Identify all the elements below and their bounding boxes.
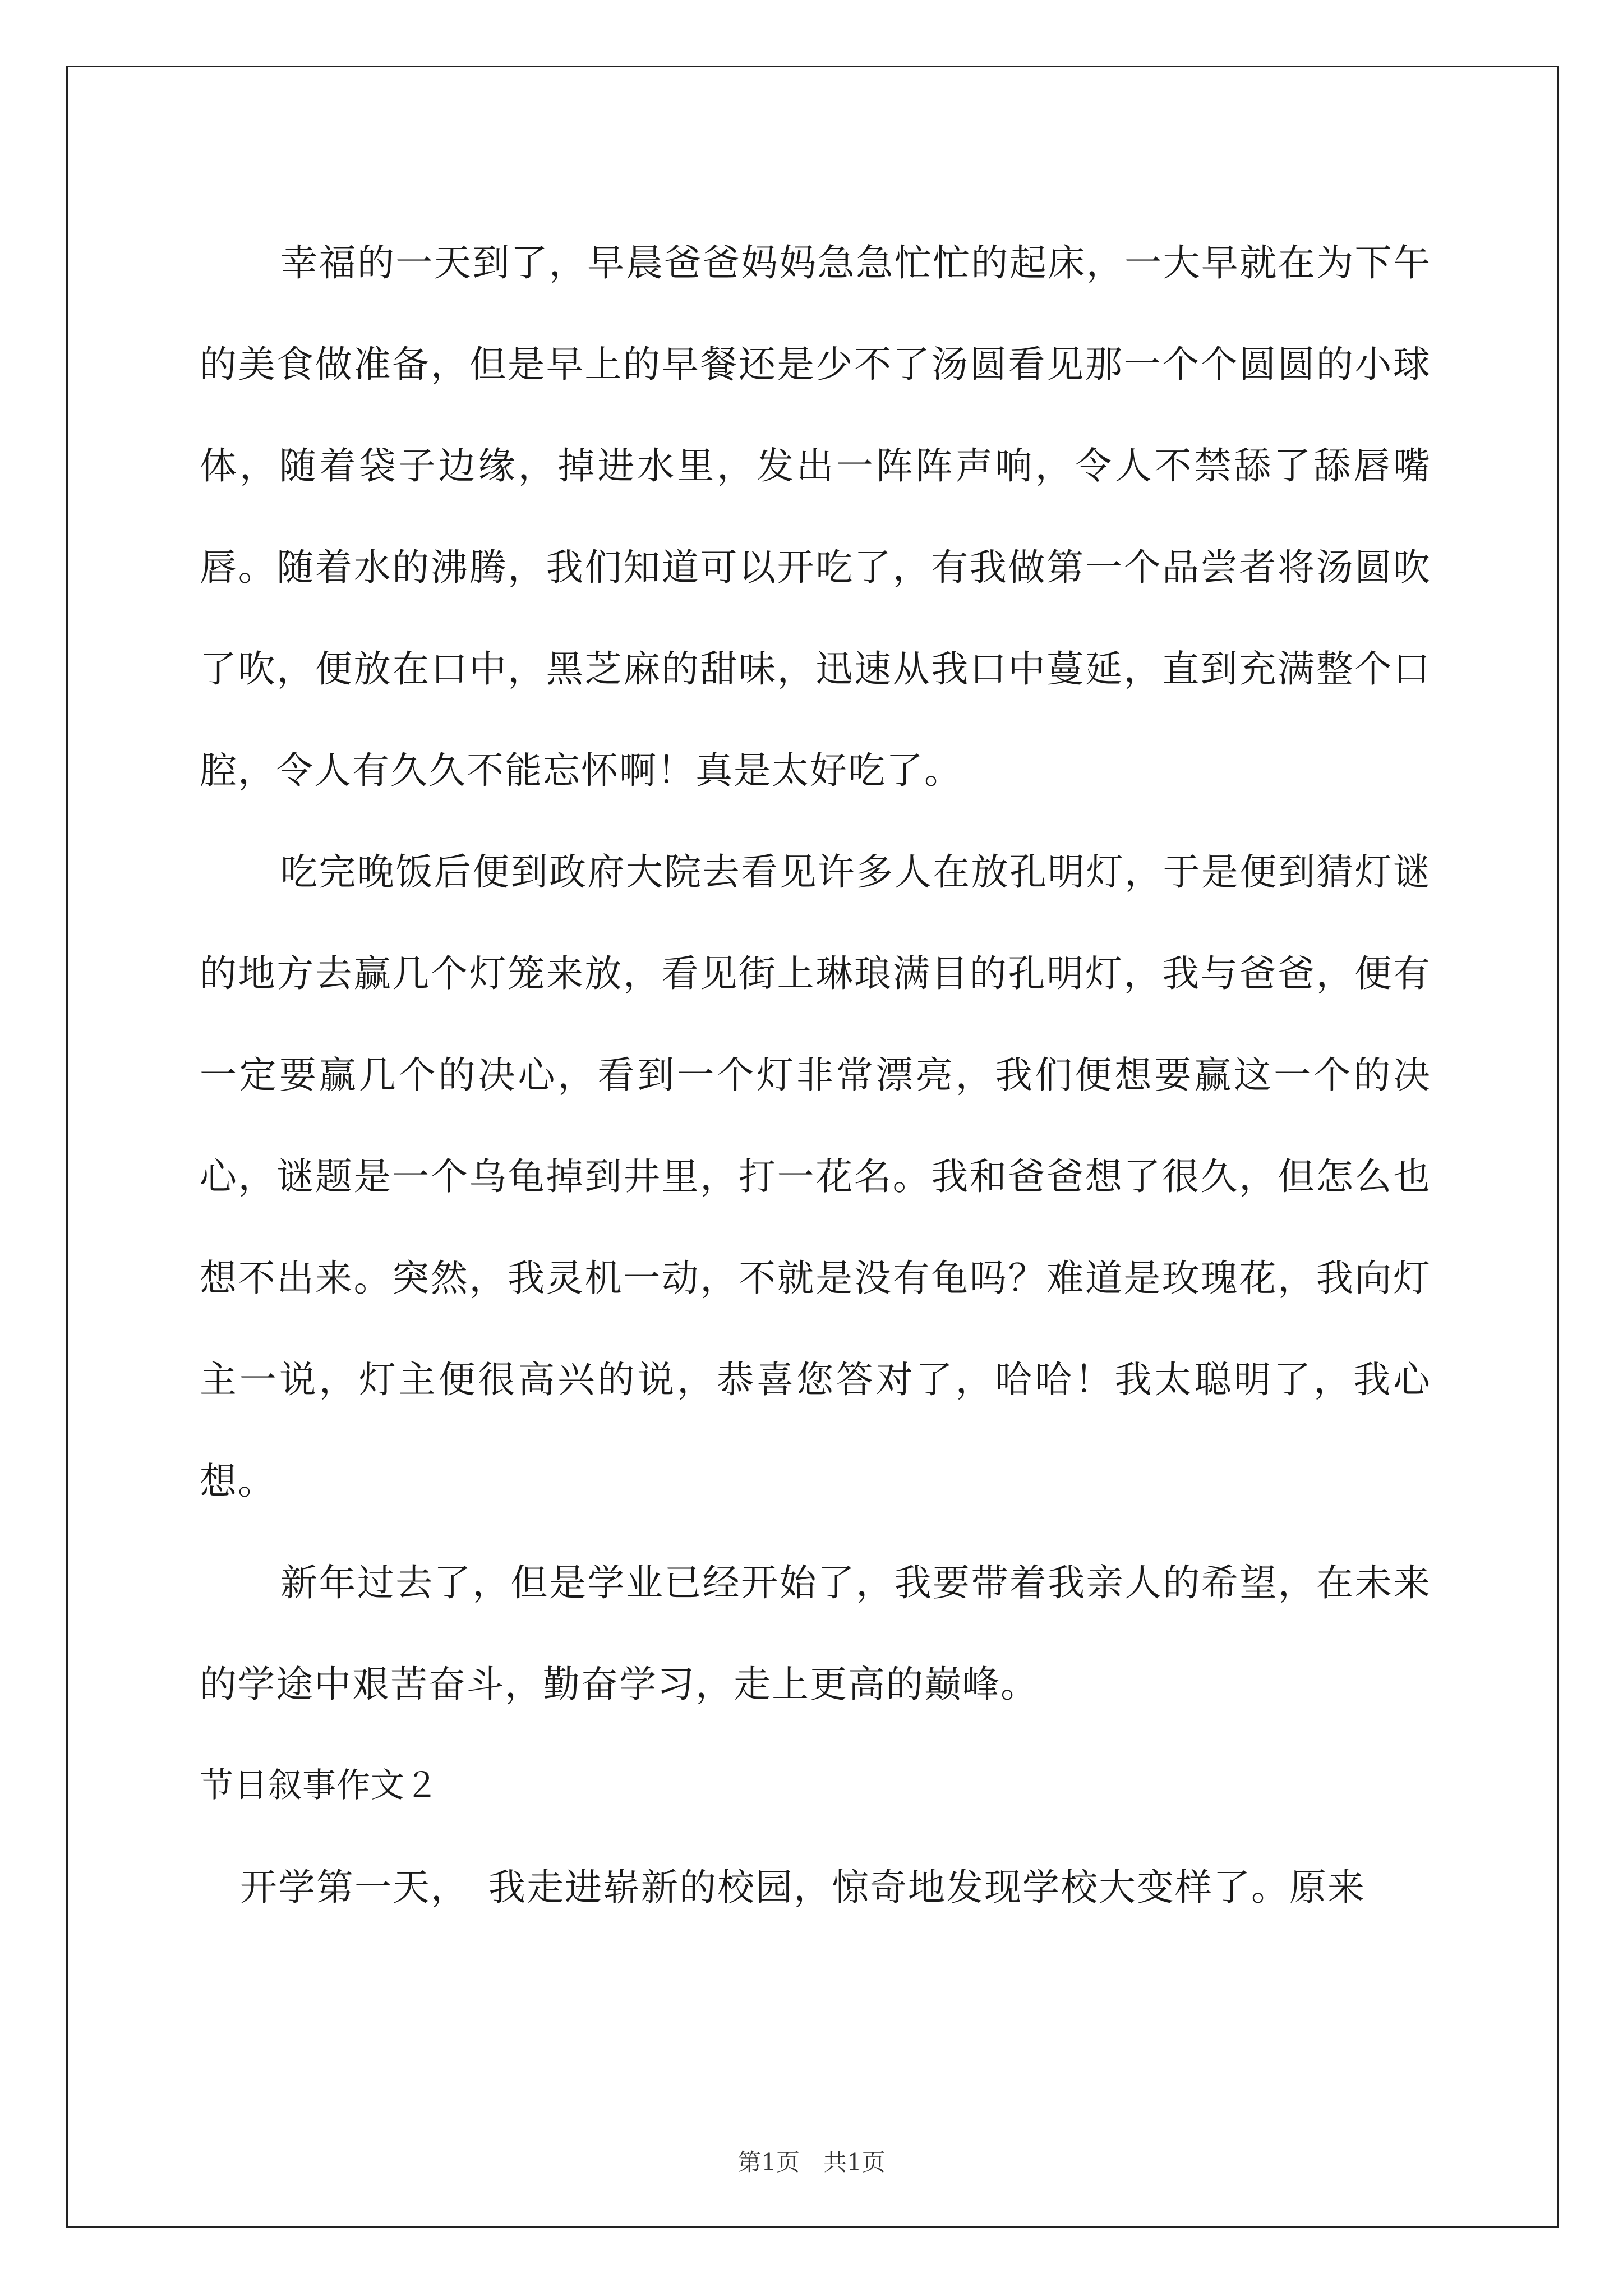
document-body [200, 212, 1431, 1938]
page-footer: 第1页 共1页 [737, 2148, 886, 2176]
paragraph-2: 吃完晚饭后便到政府大院去看见许多人在放孔明灯，于是便到猜灯谜的地方去赢几个灯笼来放，看见街上琳琅满目的孔明灯，我与爸爸，便有一定要赢几个的决心，看到一个灯非常漂亮，我们便想要赢这一个的决心，谜题是一个乌龟掉到井里，打一花名。我和爸爸想了很久，但怎么也想不出来。突然，我灵机一动，不就是没有龟吗？难道是玫瑰花，我向灯主一说，灯主便很高兴的说，恭喜您答对了，哈哈！我太聪明了，我心想。 [200, 850, 1431, 1503]
section-heading: 节日叙事作文２ [200, 1766, 439, 1805]
paragraph-4: 开学第一天， 我走进崭新的校园，惊奇地发现学校大变样了。原来 [240, 1866, 1366, 1909]
paragraph-1: 幸福的一天到了，早晨爸爸妈妈急急忙忙的起床，一大早就在为下午的美食做准备，但是早上的早餐还是少不了汤圆看见那一个个圆圆的小球体，随着袋子边缘，掉进水里，发出一阵阵声响，令人不禁舔了舔唇嘴唇。随着水的沸腾，我们知道可以开吃了，有我做第一个品尝者将汤圆吹了吹，便放在口中，黑芝麻的甜味，迅速从我口中蔓延，直到充满整个口腔，令人有久久不能忘怀啊！真是太好吃了。 [200, 241, 1431, 792]
paragraph-3: 新年过去了，但是学业已经开始了，我要带着我亲人的希望，在未来的学途中艰苦奋斗，勤奋学习，走上更高的巅峰。 [200, 1561, 1431, 1706]
